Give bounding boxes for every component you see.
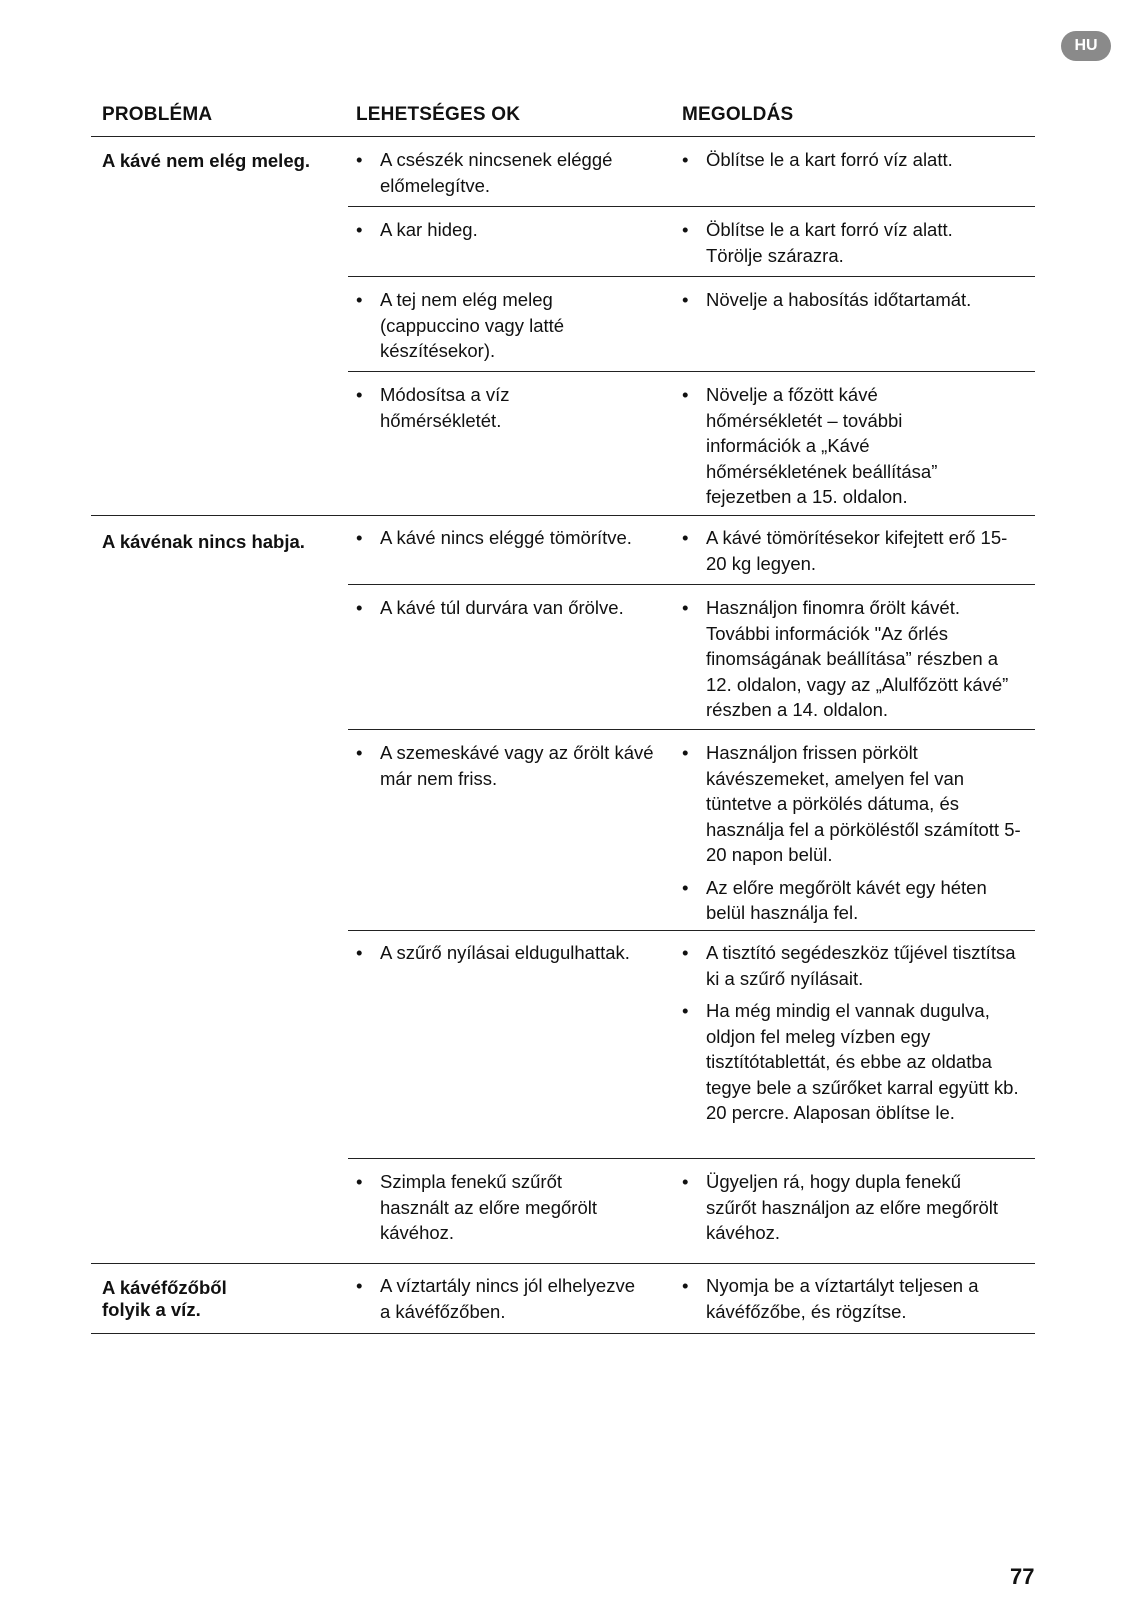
- problem-3: A kávéfőzőből folyik a víz.: [102, 1277, 227, 1320]
- solution-text: Ha még mindig el vannak dugulva, oldjon fel meleg vízben egy tisztítótablettát, és ebbe az oldatba tegye bele a szűrőket karral együtt kb. 20 percre. Alaposan öblítse le.: [706, 1000, 1019, 1123]
- solution-cell: • Növelje a habosítás időtartamát.: [682, 289, 972, 310]
- solution-cell: • A tisztító segédeszköz tűjével tisztítsa ki a szűrő nyílásait. • Ha még mindig el vannak dugulva, oldjon fel meleg vízben egy tisztítótablettát, és ebbe az oldatba tegye bele a szűrőket karral együtt kb. 20 percre. Alaposan öblítse le.: [682, 942, 1019, 1123]
- row-divider: [348, 930, 1035, 931]
- cause-cell: • A szemeskávé vagy az őrölt kávé már nem friss.: [356, 742, 654, 789]
- solution-cell: • A kávé tömörítésekor kifejtett erő 15-20 kg legyen.: [682, 527, 1008, 574]
- header-cause: LEHETSÉGES OK: [356, 104, 521, 125]
- cause-cell: • A kar hideg.: [356, 219, 478, 240]
- cause-text: A csészék nincsenek eléggé előmelegítve.: [380, 149, 613, 196]
- cause-cell: • A kávé nincs eléggé tömörítve.: [356, 527, 632, 548]
- solution-text: Ügyeljen rá, hogy dupla fenekű szűrőt használjon az előre megőrölt kávéhoz.: [706, 1171, 999, 1243]
- cause-text: A tej nem elég meleg (cappuccino vagy latté készítésekor).: [380, 289, 565, 361]
- solution-cell: • Öblítse le a kart forró víz alatt.: [682, 149, 953, 170]
- cause-text: A kávé túl durvára van őrölve.: [380, 597, 624, 618]
- solution-text: Használjon frissen pörkölt kávészemeket, amelyen fel van tüntetve a pörkölés dátuma, és használja fel a pörköléstől számított 5-20 napon belül.: [706, 742, 1021, 865]
- solution-cell: • Használjon finomra őrölt kávét. További információk "Az őrlés finomságának beállítása” részben a 12. oldalon, vagy az „Alulfőzött kávé” részben a 14. oldalon.: [682, 597, 1009, 720]
- problem-1: A kávé nem elég meleg.: [102, 150, 311, 171]
- solution-cell: • Ügyeljen rá, hogy dupla fenekű szűrőt használjon az előre megőrölt kávéhoz.: [682, 1171, 999, 1243]
- solution-text: A kávé tömörítésekor kifejtett erő 15-20 kg legyen.: [706, 527, 1008, 574]
- solution-cell: • Öblítse le a kart forró víz alatt. Törölje szárazra.: [682, 219, 953, 266]
- cause-text: A szemeskávé vagy az őrölt kávé már nem friss.: [380, 742, 654, 789]
- row-divider: [348, 276, 1035, 277]
- header-solution: MEGOLDÁS: [682, 104, 794, 125]
- solution-text: Öblítse le a kart forró víz alatt.: [706, 149, 953, 170]
- language-badge: HU: [1061, 31, 1111, 61]
- table-bottom-rule: [91, 1333, 1035, 1334]
- cause-cell: • A szűrő nyílásai eldugulhattak.: [356, 942, 630, 963]
- row-divider: [348, 729, 1035, 730]
- cause-cell: • A csészék nincsenek eléggé előmelegítve.: [356, 149, 613, 196]
- row-divider: [348, 1158, 1035, 1159]
- solution-cell: • Nyomja be a víztartályt teljesen a kávéfőzőbe, és rögzítse.: [682, 1275, 979, 1322]
- section-divider: [91, 515, 1035, 516]
- row-divider: [348, 206, 1035, 207]
- cause-text: A víztartály nincs jól elhelyezve a kávéfőzőben.: [380, 1275, 636, 1322]
- solution-text: Nyomja be a víztartályt teljesen a kávéfőzőbe, és rögzítse.: [706, 1275, 979, 1322]
- cause-text: A szűrő nyílásai eldugulhattak.: [380, 942, 630, 963]
- solution-text: Növelje a habosítás időtartamát.: [706, 289, 972, 310]
- row-divider: [348, 584, 1035, 585]
- cause-cell: • A kávé túl durvára van őrölve.: [356, 597, 624, 618]
- cause-text: Szimpla fenekű szűrőt használt az előre megőrölt kávéhoz.: [380, 1171, 597, 1243]
- page-number: 77: [1010, 1564, 1035, 1589]
- cause-text: A kávé nincs eléggé tömörítve.: [380, 527, 632, 548]
- solution-text: Használjon finomra őrölt kávét. További információk "Az őrlés finomságának beállítása” részben a 12. oldalon, vagy az „Alulfőzött kávé” részben a 14. oldalon.: [706, 597, 1009, 720]
- header-problem: PROBLÉMA: [102, 104, 213, 125]
- row-divider: [348, 371, 1035, 372]
- section-divider: [91, 1263, 1035, 1264]
- solution-text: A tisztító segédeszköz tűjével tisztítsa ki a szűrő nyílásait.: [706, 942, 1016, 989]
- solution-text: Az előre megőrölt kávét egy héten belül használja fel.: [706, 876, 987, 923]
- cause-text: Módosítsa a víz hőmérsékletét.: [380, 384, 510, 431]
- cause-text: A kar hideg.: [380, 219, 478, 240]
- cause-cell: • Szimpla fenekű szűrőt használt az előre megőrölt kávéhoz.: [356, 1171, 597, 1243]
- header-rule: [91, 136, 1035, 137]
- cause-cell: • Módosítsa a víz hőmérsékletét.: [356, 384, 510, 431]
- solution-text: Öblítse le a kart forró víz alatt. Törölje szárazra.: [706, 219, 953, 266]
- problem-2: A kávénak nincs habja.: [102, 531, 305, 552]
- cause-cell: • A víztartály nincs jól elhelyezve a kávéfőzőben.: [356, 1275, 636, 1322]
- cause-cell: • A tej nem elég meleg (cappuccino vagy latté készítésekor).: [356, 289, 565, 361]
- solution-text: Növelje a főzött kávé hőmérsékletét – további információk a „Kávé hőmérsékletének beállítása” fejezetben a 15. oldalon.: [706, 384, 938, 507]
- solution-cell: • Növelje a főzött kávé hőmérsékletét – további információk a „Kávé hőmérsékletének beállítása” fejezetben a 15. oldalon.: [682, 384, 938, 507]
- solution-cell: • Használjon frissen pörkölt kávészemeket, amelyen fel van tüntetve a pörkölés dátuma, és használja fel a pörköléstől számított 5-20 napon belül. • Az előre megőrölt kávét egy héten belül használja fel.: [682, 742, 1021, 923]
